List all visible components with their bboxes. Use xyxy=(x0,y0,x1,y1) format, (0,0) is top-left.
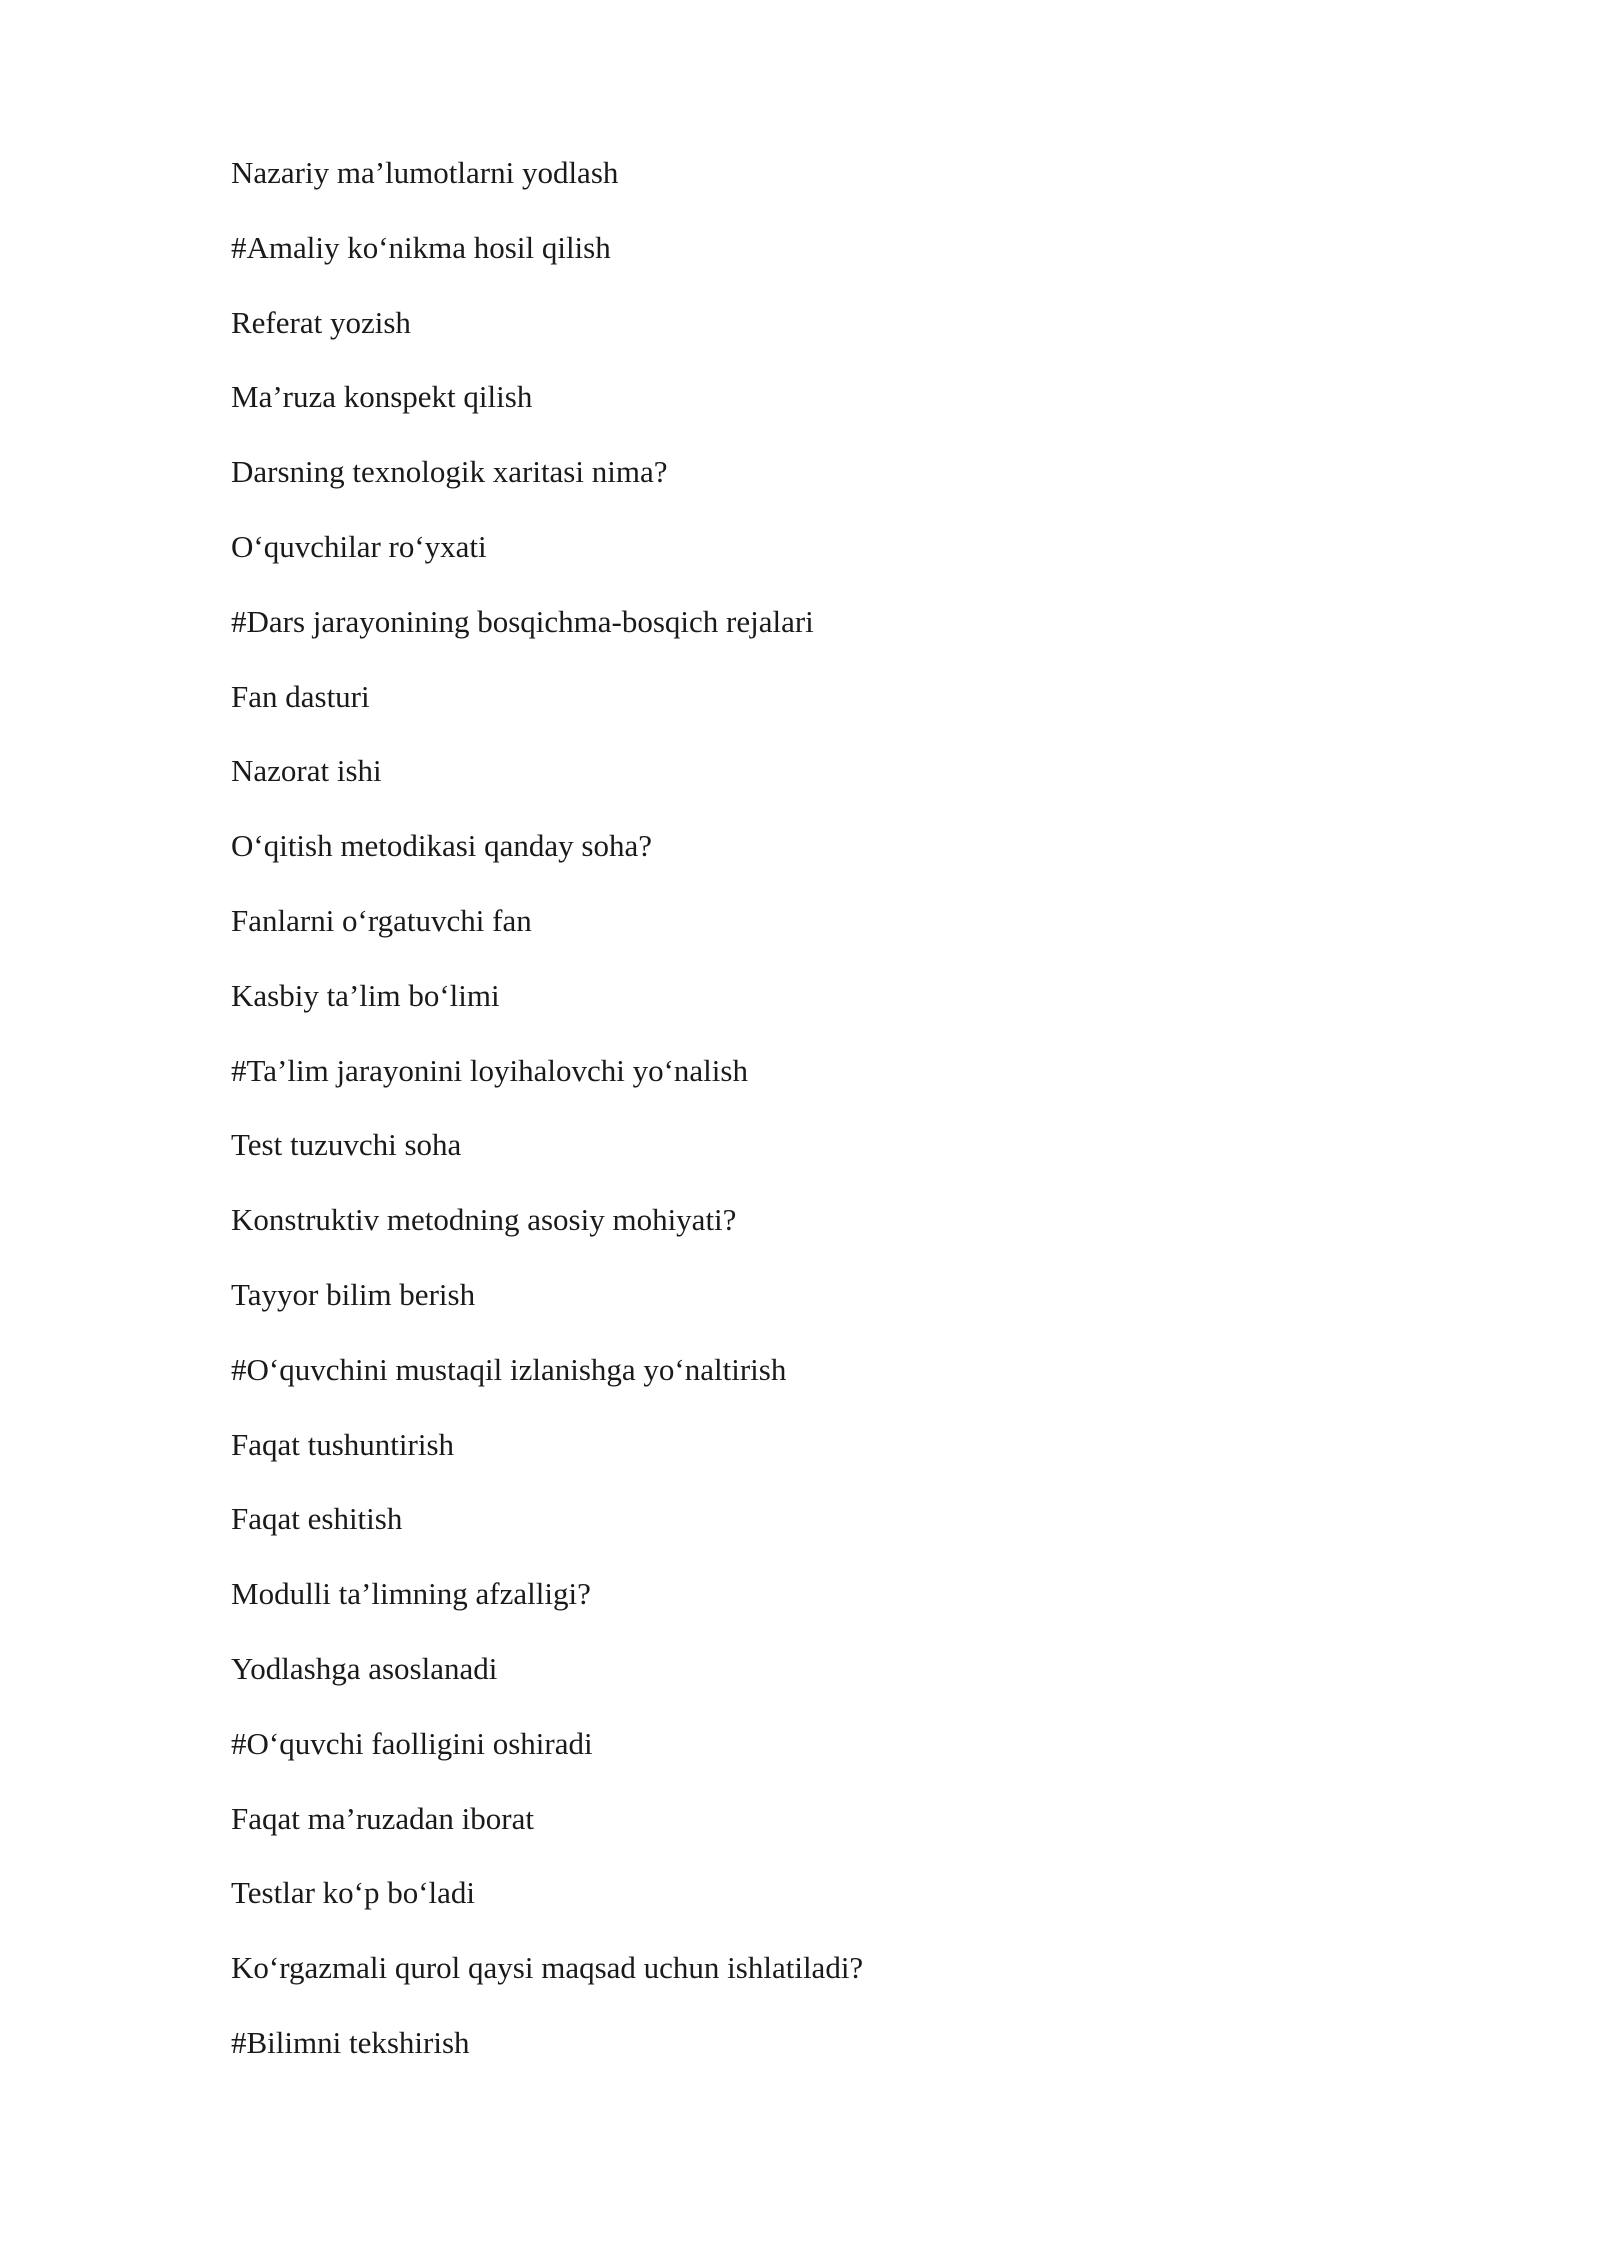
text-line: Modulli ta’limning afzalligi? xyxy=(231,1576,591,1612)
text-line: O‘qitish metodikasi qanday soha? xyxy=(231,828,652,864)
text-line: Tayyor bilim berish xyxy=(231,1276,476,1312)
text-line: Ma’ruza konspekt qilish xyxy=(231,379,533,415)
text-line: #Ta’lim jarayonini loyihalovchi yo‘nalish xyxy=(231,1052,748,1088)
text-line: Nazorat ishi xyxy=(231,753,382,789)
text-line: Faqat eshitish xyxy=(231,1501,403,1537)
text-line: Konstruktiv metodning asosiy mohiyati? xyxy=(231,1202,737,1238)
text-line: Yodlashga asoslanadi xyxy=(231,1650,498,1686)
text-line: Ko‘rgazmali qurol qaysi maqsad uchun ishlatiladi? xyxy=(231,1950,864,1986)
text-line: Fan dasturi xyxy=(231,678,370,714)
text-line: Nazariy ma’lumotlarni yodlash xyxy=(231,155,619,190)
text-line: #Dars jarayonining bosqichma-bosqich rejalari xyxy=(231,603,814,639)
text-line: #O‘quvchi faolligini oshiradi xyxy=(231,1725,593,1761)
text-line: Fanlarni o‘rgatuvchi fan xyxy=(231,902,532,938)
text-lines xyxy=(231,145,1431,2090)
text-line: #O‘quvchini mustaqil izlanishga yo‘naltirish xyxy=(231,1351,787,1387)
text-line: Kasbiy ta’lim bo‘limi xyxy=(231,977,500,1013)
text-line: #Amaliy ko‘nikma hosil qilish xyxy=(231,229,611,265)
text-line: #Bilimni tekshirish xyxy=(231,2024,470,2060)
text-line: Testlar ko‘p bo‘ladi xyxy=(231,1875,476,1911)
text-line: Faqat tushuntirish xyxy=(231,1426,455,1462)
text-line: Referat yozish xyxy=(231,304,411,340)
text-line: Faqat ma’ruzadan iborat xyxy=(231,1800,534,1836)
text-line: Test tuzuvchi soha xyxy=(231,1127,462,1163)
text-line: O‘quvchilar ro‘yxati xyxy=(231,528,487,564)
text-line: Darsning texnologik xaritasi nima? xyxy=(231,454,668,490)
